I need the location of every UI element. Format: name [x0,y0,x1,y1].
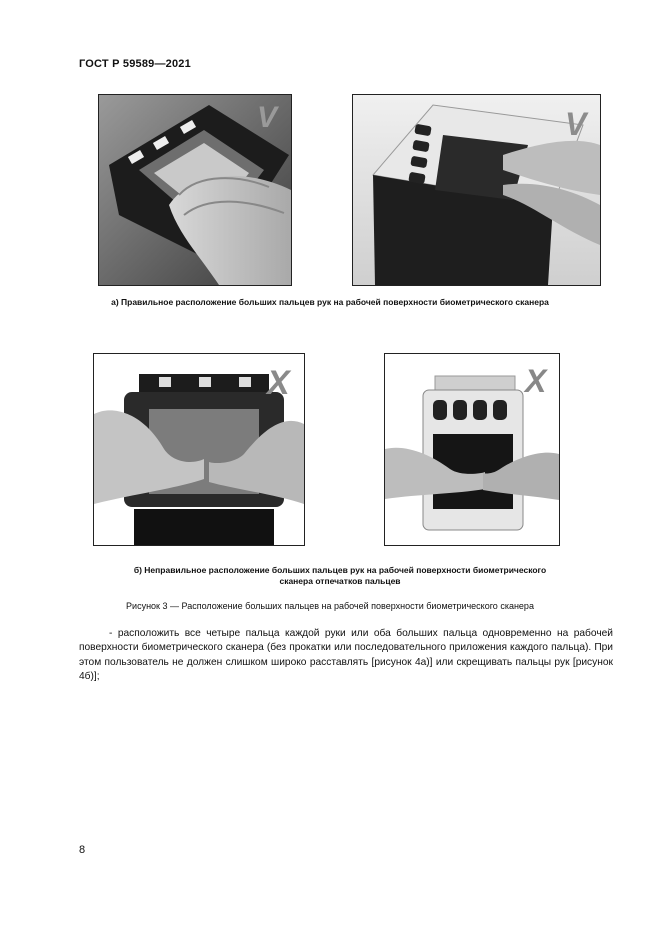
document-header: ГОСТ Р 59589—2021 [79,58,191,70]
caption-correct: а) Правильное расположение больших пальцев рук на рабочей поверхности биометрического сканера [111,297,549,307]
photo-incorrect-light-scanner [384,353,560,546]
scanner-illustration [94,354,304,545]
caption-incorrect [100,565,580,587]
correct-mark: V [565,106,587,142]
incorrect-mark: X [525,363,547,399]
photo-incorrect-dark-scanner [93,353,305,546]
scanner-illustration [353,95,600,285]
caption-incorrect-line2: сканера отпечатков пальцев [279,576,401,586]
correct-mark: V [257,101,278,134]
incorrect-mark: X [267,364,290,402]
figure-title: Рисунок 3 — Расположение больших пальцев на рабочей поверхности биометрического сканера [126,601,534,611]
scanner-illustration [385,354,559,545]
scanner-illustration [99,95,291,285]
photo-correct-dark-scanner [98,94,292,286]
page-number: 8 [79,844,86,856]
caption-incorrect-line1: б) Неправильное расположение больших пальцев рук на рабочей поверхности биометрического [133,565,547,575]
photo-correct-light-scanner [352,94,601,286]
body-paragraph: - расположить все четыре пальца каждой руки или оба больших пальца одновременно на рабочей поверхности биометрического сканера (без прокатки или последовательного приложения каждого пальца). При этом пользователь не должен слишком широко расставлять [рисунок 4а)] или скрещивать пальцы рук [рисунок 4б)]; [79,628,613,682]
